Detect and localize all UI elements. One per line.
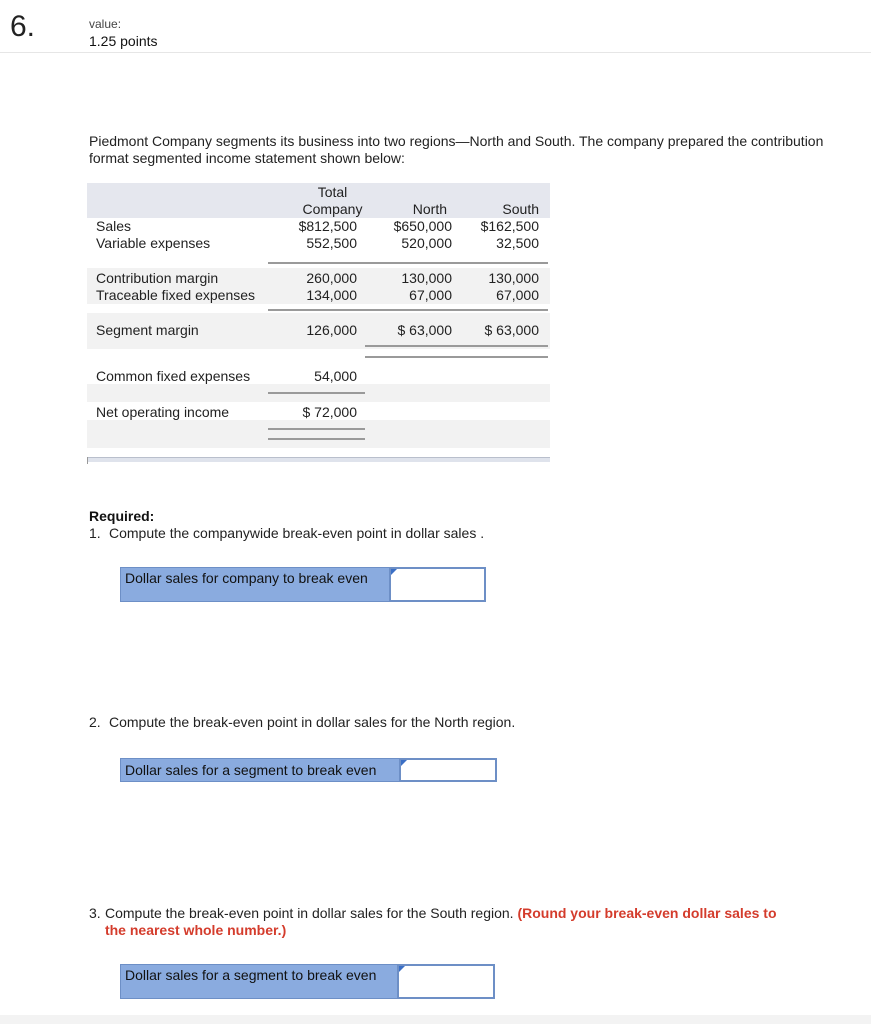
question-2 [89, 714, 515, 731]
q3-answer-input[interactable] [397, 964, 495, 999]
traceable-fixed-south: 67,000 [496, 287, 539, 303]
question-1 [89, 525, 484, 542]
segment-margin-north: $ 63,000 [397, 322, 452, 338]
variable-expenses-south: 32,500 [496, 235, 539, 251]
table-bottom-border [87, 457, 550, 462]
question-2-number: 2. [89, 714, 101, 730]
q2-field-label: Dollar sales for a segment to break even [120, 758, 400, 782]
question-1-text: Compute the companywide break-even point in dollar sales . [109, 525, 485, 541]
contribution-margin-north: 130,000 [401, 270, 452, 286]
q2-answer-input[interactable] [399, 758, 497, 782]
question-3-number: 3. [89, 905, 101, 921]
double-rule [268, 428, 365, 430]
question-3-rounding-note: (Round your break-even dollar sales to the nearest whole number.) [104, 905, 777, 938]
header-total-line1: Total [317, 184, 348, 200]
subtotal-rule [268, 392, 365, 394]
header-north: North [412, 201, 447, 217]
question-1-number: 1. [89, 525, 101, 541]
double-rule [365, 356, 548, 358]
problem-intro: Piedmont Company segments its business into two regions—North and South. The company prepared the contribution format segmented income statement shown below: [89, 133, 824, 166]
required-heading: Required: [89, 508, 155, 524]
sales-north: $650,000 [393, 218, 452, 234]
row-label-segment-margin: Segment margin [96, 322, 199, 338]
bottom-bar [0, 1015, 871, 1024]
q3-input-flag-icon [399, 966, 405, 972]
traceable-fixed-north: 67,000 [409, 287, 452, 303]
double-rule [365, 345, 548, 347]
q1-field-label: Dollar sales for company to break even [120, 567, 390, 602]
table-bottom-tick [87, 457, 88, 464]
value-label: value: [89, 17, 122, 31]
q1-answer-input[interactable] [389, 567, 486, 602]
variable-expenses-north: 520,000 [401, 235, 452, 251]
row-label-contribution-margin: Contribution margin [96, 270, 219, 286]
question-2-text: Compute the break-even point in dollar sales for the North region. [109, 714, 516, 730]
variable-expenses-total: 552,500 [306, 235, 357, 251]
header-south: South [502, 201, 539, 217]
q1-input-flag-icon [391, 569, 397, 575]
sales-total: $812,500 [298, 218, 357, 234]
row-label-variable-expenses: Variable expenses [96, 235, 211, 251]
subtotal-rule [268, 309, 548, 311]
row-label-common-fixed: Common fixed expenses [96, 368, 251, 384]
double-rule [268, 438, 365, 440]
row-band [87, 420, 550, 448]
row-label-net-operating-income: Net operating income [96, 404, 230, 420]
header-total-line2: Company [302, 201, 363, 217]
question-number: 6. [10, 10, 36, 43]
segment-margin-south: $ 63,000 [484, 322, 539, 338]
row-label-sales: Sales [96, 218, 132, 234]
header-divider [0, 52, 871, 53]
points-value: 1.25 points [89, 33, 158, 49]
question-3-text: Compute the break-even point in dollar sales for the South region. [104, 905, 514, 921]
sales-south: $162,500 [480, 218, 539, 234]
common-fixed-total: 54,000 [314, 368, 357, 384]
q2-input-flag-icon [401, 760, 407, 766]
q3-field-label: Dollar sales for a segment to break even [120, 964, 400, 999]
row-label-traceable-fixed: Traceable fixed expenses [96, 287, 256, 303]
question-3 [89, 905, 789, 939]
segment-margin-total: 126,000 [306, 322, 357, 338]
contribution-margin-south: 130,000 [488, 270, 539, 286]
net-operating-income-total: $ 72,000 [302, 404, 357, 420]
subtotal-rule [268, 262, 548, 264]
traceable-fixed-total: 134,000 [306, 287, 357, 303]
contribution-margin-total: 260,000 [306, 270, 357, 286]
